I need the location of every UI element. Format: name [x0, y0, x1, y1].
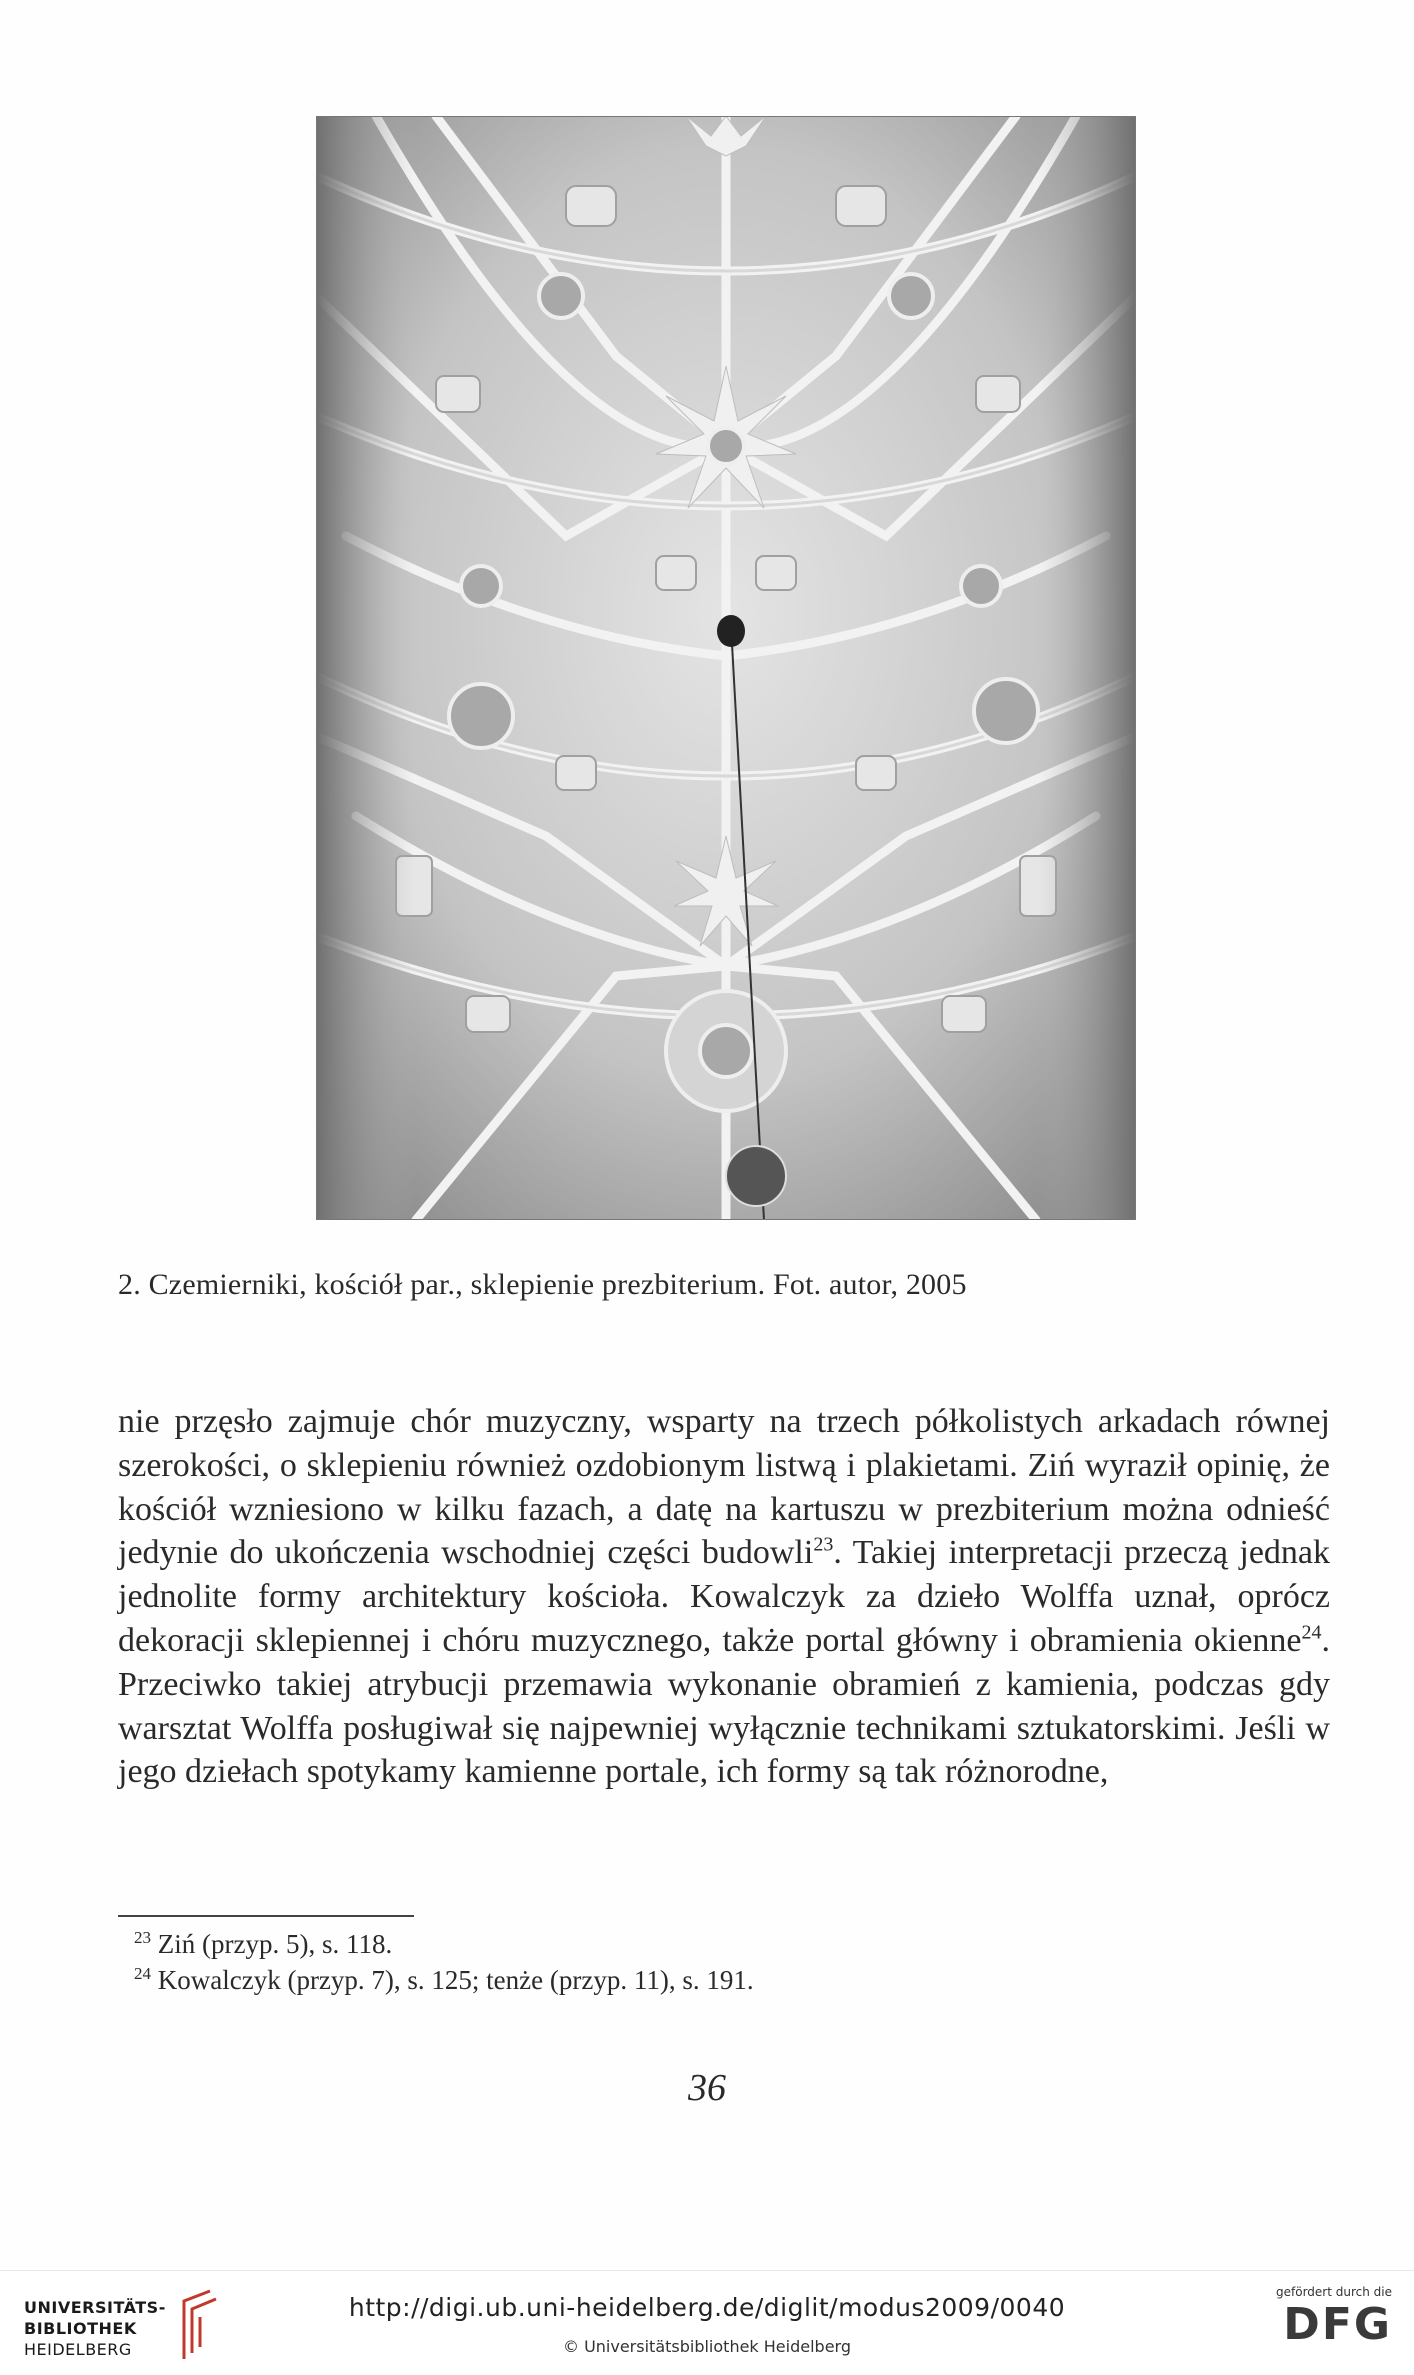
dfg-badge[interactable] [1242, 2285, 1392, 2365]
body-segment: . Takiej interpretacji przeczą jednak jednolite formy architektury kościoła. Kowalczyk za dzieło Wolffa uznał, oprócz dekoracji sklepiennej i chóru muzycznego, także portal główny i obramienia okienne [118, 1534, 1330, 1659]
footnote-text: Kowalczyk (przyp. 7), s. 125; tenże (przyp. 11), s. 191. [157, 1965, 754, 1995]
footnote-divider [118, 1915, 414, 1917]
body-text [118, 1400, 1330, 1794]
page-url-link[interactable]: http://digi.ub.uni-heidelberg.de/diglit/modus2009/0040 [348, 2293, 1066, 2322]
footnotes [134, 1926, 1234, 1998]
footnote-number: 23 [134, 1928, 151, 1947]
library-line-1: UNIVERSITÄTS- [24, 2298, 166, 2317]
footnote-item [134, 1962, 1234, 1998]
library-line-3: HEIDELBERG [24, 2340, 132, 2359]
copyright-notice: © Universitätsbibliothek Heidelberg [562, 2337, 851, 2356]
viewer-footer [0, 2270, 1414, 2375]
footnote-ref-23[interactable]: 23 [813, 1534, 834, 1557]
funded-by-label: gefördert durch die [1276, 2285, 1392, 2299]
vault-photo-graphic [316, 116, 1136, 1220]
body-segment: nie przęsło zajmuje chór muzyczny, wsparty na trzech półkolistych arkadach równej szerokości, o sklepieniu również ozdobionym listwą i plakietami. Ziń wyraził opinię, że kościół wzniesiono w kilku fazach, a datę na kartuszu w prezbiterium można odnieść jedynie do ukończenia wschodniej części budowli [118, 1403, 1330, 1572]
footnote-text: Ziń (przyp. 5), s. 118. [157, 1929, 393, 1959]
page-number: 36 [688, 2067, 726, 2109]
footnote-ref-24[interactable]: 24 [1301, 1621, 1322, 1644]
library-line-2: BIBLIOTHEK [24, 2319, 137, 2338]
footnote-number: 24 [134, 1964, 151, 1983]
footnote-item [134, 1926, 1234, 1962]
body-segment: . Przeciwko takiej atrybucji przemawia wykonanie obramień z kamienia, podczas gdy warsztat Wolffa posługiwał się najpewniej wyłącznie technikami sztukatorskimi. Jeśli w jego dziełach spotykamy kamienne portale, ich formy są tak różnorodne, [118, 1621, 1330, 1791]
figure-caption: 2. Czemierniki, kościół par., sklepienie prezbiterium. Fot. autor, 2005 [118, 1268, 967, 1301]
dfg-logo: DFG [1283, 2299, 1392, 2350]
body-paragraph [118, 1400, 1330, 1794]
vault-photo [316, 116, 1136, 1220]
